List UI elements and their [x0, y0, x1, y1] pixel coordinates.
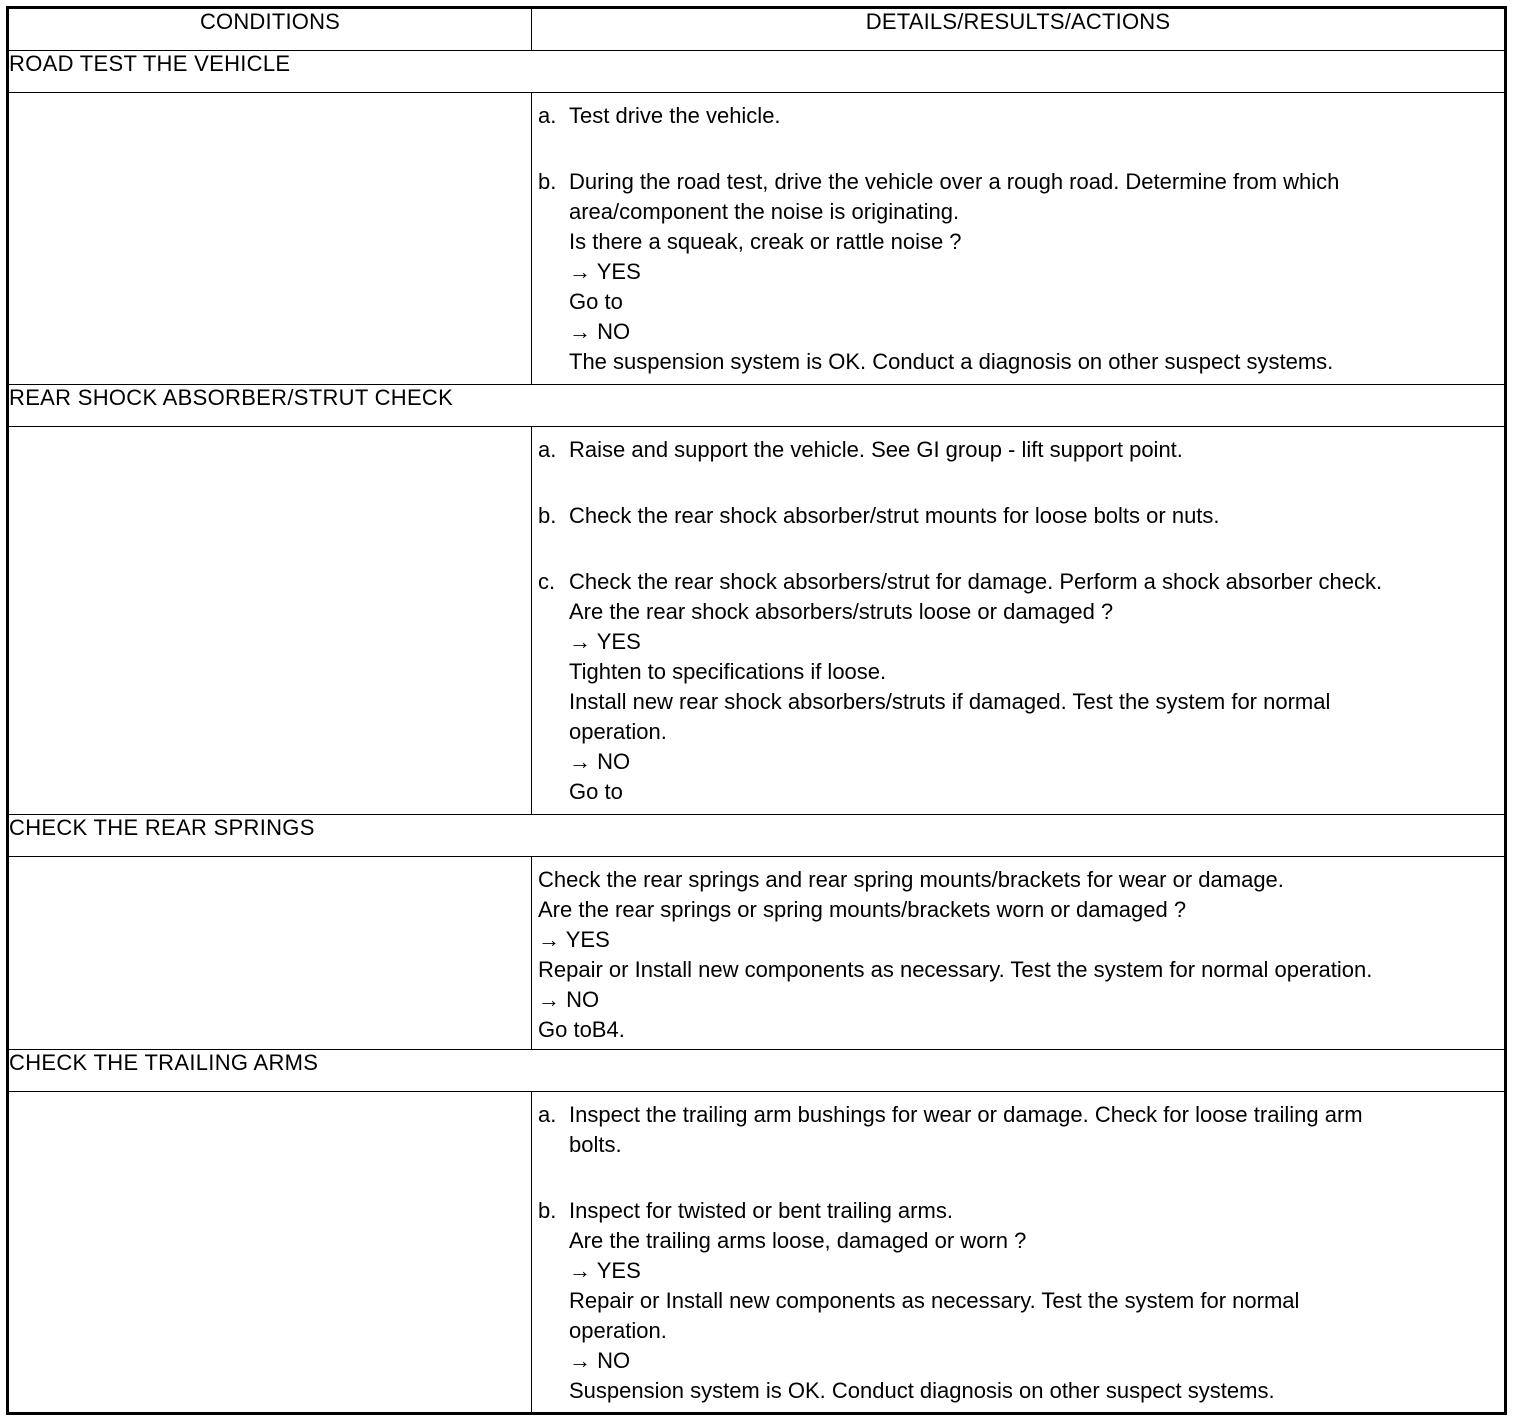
step-list	[532, 1092, 1504, 1406]
details-cell	[532, 857, 1506, 1050]
text-line: Go to	[569, 289, 623, 314]
conditions-cell	[8, 1092, 532, 1414]
section-title-row	[8, 51, 1506, 93]
section-body-row	[8, 857, 1506, 1050]
step-letter: a.	[538, 103, 557, 128]
details-header: DETAILS/RESULTS/ACTIONS	[532, 8, 1506, 51]
text-line: Are the rear springs or spring mounts/brackets worn or damaged ?	[538, 897, 1187, 922]
text-line: → NO	[569, 1348, 631, 1373]
section-title-row	[8, 385, 1506, 427]
plain-text	[532, 857, 1504, 1045]
text-line: Is there a squeak, creak or rattle noise ?	[569, 229, 962, 254]
step-item	[538, 101, 1496, 131]
text-line: bolts.	[569, 1132, 622, 1157]
step-list	[532, 427, 1504, 807]
step-letter: b.	[538, 169, 557, 194]
text-line: The suspension system is OK. Conduct a diagnosis on other suspect systems.	[569, 349, 1334, 374]
text-line: Suspension system is OK. Conduct diagnosis on other suspect systems.	[569, 1378, 1275, 1403]
section-body-row	[8, 93, 1506, 385]
step-letter: b.	[538, 1198, 557, 1223]
step-item	[538, 1100, 1496, 1160]
text-line: → NO	[569, 749, 631, 774]
step-text	[569, 435, 1496, 465]
step-item	[538, 167, 1496, 377]
details-cell	[532, 1092, 1506, 1414]
step-item	[538, 1196, 1496, 1406]
step-item	[538, 501, 1496, 531]
step-letter: a.	[538, 437, 557, 462]
step-text	[569, 501, 1496, 531]
section-title-row	[8, 1050, 1506, 1092]
section-title: REAR SHOCK ABSORBER/STRUT CHECK	[8, 385, 1506, 427]
text-line: Check the rear springs and rear spring mounts/brackets for wear or damage.	[538, 867, 1284, 892]
step-item	[538, 567, 1496, 807]
text-line: → YES	[569, 259, 641, 284]
text-line: → NO	[538, 987, 600, 1012]
table-body	[8, 8, 1506, 1414]
step-text	[569, 1196, 1496, 1406]
conditions-cell	[8, 427, 532, 815]
details-cell	[532, 93, 1506, 385]
text-line: Check the rear shock absorbers/strut for damage. Perform a shock absorber check.	[569, 569, 1383, 594]
header-row	[8, 8, 1506, 51]
text-line: → NO	[569, 319, 631, 344]
diagnostic-table	[6, 6, 1507, 1415]
text-line: Inspect for twisted or bent trailing arms.	[569, 1198, 953, 1223]
text-line: Repair or Install new components as necessary. Test the system for normal operation.	[538, 957, 1373, 982]
text-line: Inspect the trailing arm bushings for wear or damage. Check for loose trailing arm	[569, 1102, 1363, 1127]
text-line: Repair or Install new components as necessary. Test the system for normal	[569, 1288, 1300, 1313]
text-line: During the road test, drive the vehicle over a rough road. Determine from which	[569, 169, 1340, 194]
section-title: CHECK THE TRAILING ARMS	[8, 1050, 1506, 1092]
step-item	[538, 435, 1496, 465]
details-cell	[532, 427, 1506, 815]
text-line: Go toB4.	[538, 1017, 625, 1042]
section-title-row	[8, 815, 1506, 857]
text-line: operation.	[569, 719, 667, 744]
step-letter: c.	[538, 569, 556, 594]
conditions-cell	[8, 93, 532, 385]
conditions-cell	[8, 857, 532, 1050]
section-title: ROAD TEST THE VEHICLE	[8, 51, 1506, 93]
text-line: Test drive the vehicle.	[569, 103, 781, 128]
step-text	[569, 167, 1496, 377]
text-line: → YES	[538, 927, 610, 952]
text-line: Go to	[569, 779, 623, 804]
text-line: → YES	[569, 1258, 641, 1283]
text-line: Check the rear shock absorber/strut mounts for loose bolts or nuts.	[569, 503, 1220, 528]
step-letter: b.	[538, 503, 557, 528]
step-text	[569, 1100, 1496, 1160]
text-line: area/component the noise is originating.	[569, 199, 960, 224]
section-body-row	[8, 1092, 1506, 1414]
text-line: Install new rear shock absorbers/struts if damaged. Test the system for normal	[569, 689, 1331, 714]
text-line: operation.	[569, 1318, 667, 1343]
step-text	[569, 101, 1496, 131]
text-line: Are the rear shock absorbers/struts loose or damaged ?	[569, 599, 1114, 624]
step-list	[532, 93, 1504, 377]
section-body-row	[8, 427, 1506, 815]
text-line: Are the trailing arms loose, damaged or worn ?	[569, 1228, 1027, 1253]
text-line: Raise and support the vehicle. See GI group - lift support point.	[569, 437, 1183, 462]
text-line: → YES	[569, 629, 641, 654]
section-title: CHECK THE REAR SPRINGS	[8, 815, 1506, 857]
conditions-header: CONDITIONS	[8, 8, 532, 51]
step-letter: a.	[538, 1102, 557, 1127]
text-line: Tighten to specifications if loose.	[569, 659, 887, 684]
step-text	[569, 567, 1496, 807]
